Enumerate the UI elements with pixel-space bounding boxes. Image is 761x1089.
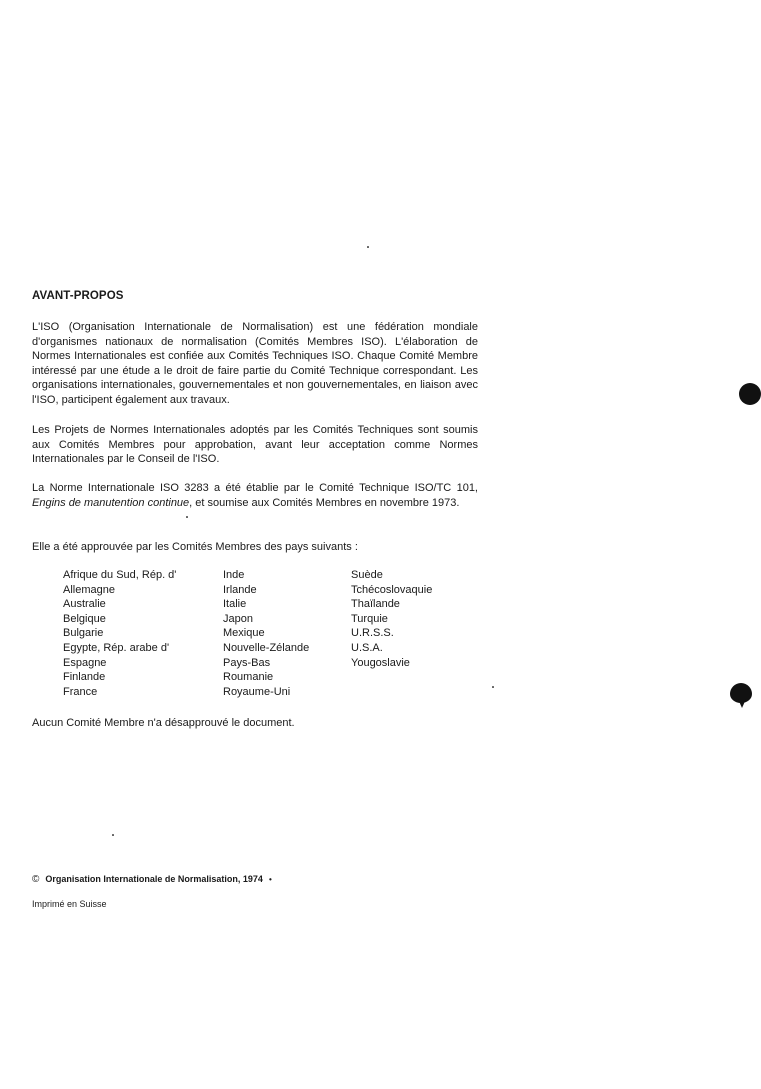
printed-in-notice: Imprimé en Suisse [32,899,107,909]
copyright-text: Organisation Internationale de Normalisation, 1974 [45,874,263,884]
country-item: Turquie [351,612,388,625]
country-item: Thaïlande [351,598,400,611]
country-item: Suède [351,569,383,581]
country-item: Roumanie [223,671,274,684]
countries-column-1 [63,568,176,699]
copyright-symbol: © [32,874,40,885]
disapproval-statement: Aucun Comité Membre n'a désapprouvé le document. [32,717,295,729]
country-item: Egypte, Rép. arabe d' [63,641,170,654]
paragraph-draft-standards: Les Projets de Normes Internationales adoptés par les Comités Techniques sont soumis aux Comités Membres pour approbation, avant leur acceptation comme Normes Internationales par le Conseil de l'ISO. [32,424,478,466]
committee-title: Engins de manutention continue [32,496,190,509]
punch-hole-mark [730,683,752,703]
country-item: Irlande [223,583,257,596]
country-item: Royaume-Uni [223,685,291,698]
country-item: Belgique [63,612,106,625]
punch-hole-mark [739,383,761,405]
copyright-notice [32,874,272,885]
member-countries-list [0,568,761,708]
countries-column-3 [351,568,432,670]
paragraph-standard-origin-start: La Norme Internationale ISO 3283 a été établie par le Comité Technique ISO/TC 101, [32,482,478,494]
approval-intro: Elle a été approuvée par les Comités Membres des pays suivants : [32,541,358,553]
country-item: Tchécoslovaquie [351,583,433,596]
country-item: France [63,685,98,698]
countries-column-2 [223,568,309,699]
country-item: Japon [223,612,253,625]
country-item: Italie [223,598,247,611]
country-item: Afrique du Sud, Rép. d' [63,569,177,581]
document-heading: AVANT-PROPOS [32,290,124,302]
country-item: Pays-Bas [223,656,271,669]
country-item: U.S.A. [351,641,383,654]
scan-speck [492,686,494,688]
country-item: Inde [223,569,245,581]
country-item: Espagne [63,656,107,669]
country-item: Yougoslavie [351,656,410,669]
country-item: U.R.S.S. [351,627,394,640]
country-item: Finlande [63,671,106,684]
country-item: Nouvelle-Zélande [223,641,310,654]
country-item: Bulgarie [63,627,104,640]
country-item: Allemagne [63,583,115,596]
scan-speck [112,834,114,836]
paragraph-standard-origin-end: , et soumise aux Comités Membres en novembre 1973. [189,496,460,509]
scan-speck [186,516,188,518]
scan-speck [367,246,369,248]
country-item: Mexique [223,627,265,640]
paragraph-iso-description: L'ISO (Organisation Internationale de Normalisation) est une fédération mondiale d'organismes nationaux de normalisation (Comités Membres ISO). L'élaboration de Normes Internationales est confiée aux Comités Techniques ISO. Chaque Comité Membre intéressé par une étude a le droit de faire partie du Comité Technique correspondant. Les organisations internationales, gouvernementales et non gouvernementales, en liaison avec l'ISO, participent également aux travaux. [32,321,478,406]
copyright-bullet: • [268,875,272,884]
paragraph-standard-origin [32,481,478,510]
country-item: Australie [63,598,106,611]
